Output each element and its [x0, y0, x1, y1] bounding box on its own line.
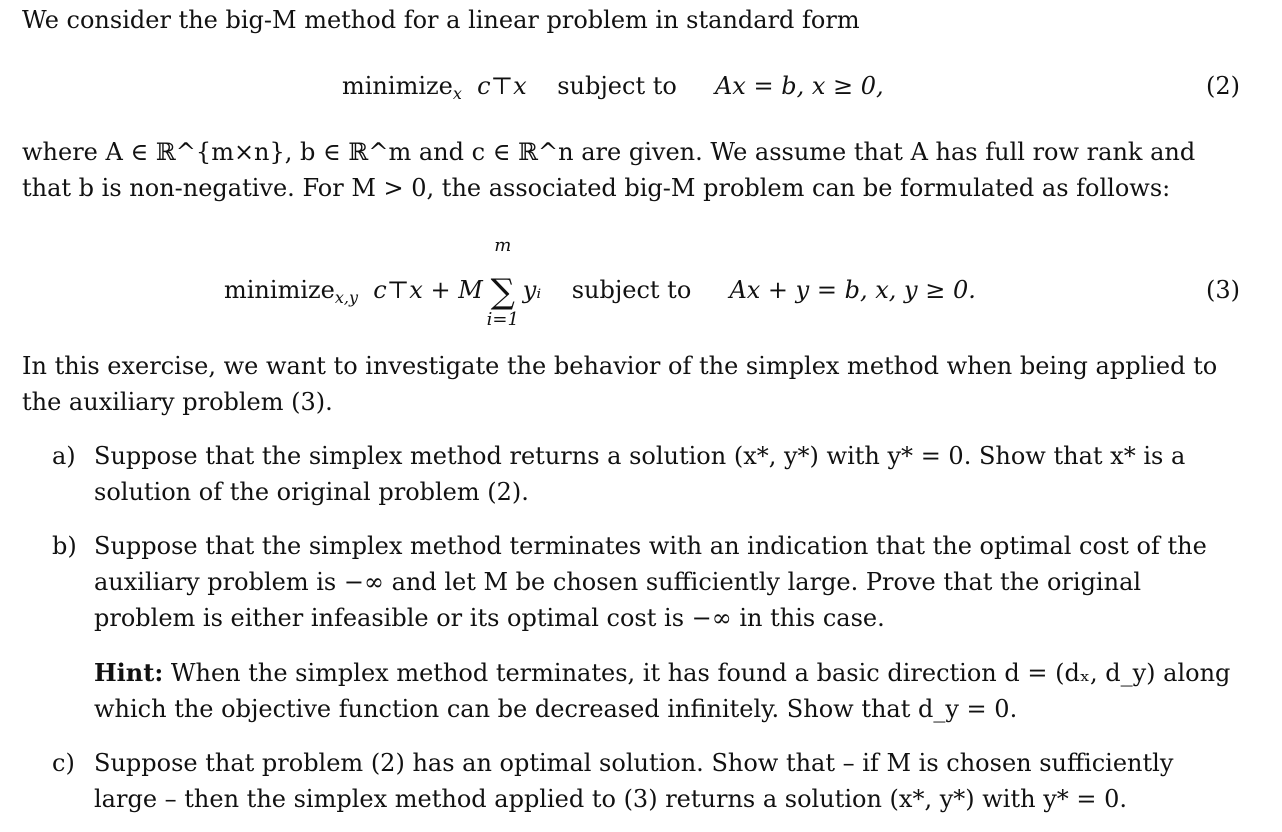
part-c — [52, 745, 1242, 817]
eq3-sum-term: yᵢ — [522, 276, 542, 304]
eq2-objective: c⊤x — [477, 72, 527, 100]
part-b-text: Suppose that the simplex method terminates with an indication that the optimal cost of the auxiliary problem is −∞ and let M be chosen sufficiently large. Prove that the original problem is either infeasible or its optimal cost is −∞ in this case. — [94, 532, 1207, 632]
eq2-subject-to: subject to — [557, 72, 677, 100]
summation — [483, 234, 523, 330]
eq2-minimize-subscript: x — [452, 84, 462, 103]
part-a-text: Suppose that the simplex method returns a solution (x*, y*) with y* = 0. Show that x* is a solution of the original problem (2). — [94, 442, 1186, 506]
part-b — [52, 528, 1242, 636]
intro-line: We consider the big-M method for a linear problem in standard form — [22, 6, 860, 34]
eq3-objective: c⊤x + M — [373, 276, 483, 304]
equation-3-number: (3) — [1206, 276, 1240, 304]
equation-3 — [224, 234, 976, 330]
sum-upper-limit: m — [494, 234, 512, 256]
part-c-text: Suppose that problem (2) has an optimal solution. Show that – if M is chosen sufficiently large – then the simplex method applied to (3) returns a solution (x*, y*) with y* = 0. — [94, 749, 1174, 813]
part-c-label: c) — [52, 749, 75, 777]
part-b-label: b) — [52, 532, 77, 560]
sigma-symbol: ∑ — [490, 271, 515, 312]
hint-label: Hint: — [94, 658, 164, 687]
sum-lower-limit: i=1 — [486, 308, 519, 330]
equation-2-number: (2) — [1206, 72, 1240, 100]
eq3-minimize-subscript: x,y — [334, 288, 359, 307]
eq2-minimize: minimize — [342, 72, 453, 100]
exercise-intro: In this exercise, we want to investigate the behavior of the simplex method when being applied to the auxiliary problem (3). — [22, 352, 1218, 416]
eq3-subject-to: subject to — [571, 276, 692, 304]
eq2-constraints: Ax = b, x ≥ 0, — [714, 72, 884, 100]
part-a — [52, 438, 1242, 510]
hint-block — [94, 655, 1242, 727]
eq3-minimize: minimize — [224, 276, 335, 304]
problem-description: where A ∈ ℝ^{m×n}, b ∈ ℝ^m and c ∈ ℝ^n are given. We assume that A has full row rank and that b is non-negative. For M > 0, the associated big-M problem can be formulated as follows: — [22, 138, 1196, 202]
eq3-constraints: Ax + y = b, x, y ≥ 0. — [729, 276, 976, 304]
equation-2 — [342, 68, 884, 112]
hint-text: When the simplex method terminates, it has found a basic direction d = (dₓ, d_y) along which the objective function can be decreased infinitely. Show that d_y = 0. — [94, 659, 1231, 723]
part-a-label: a) — [52, 442, 76, 470]
